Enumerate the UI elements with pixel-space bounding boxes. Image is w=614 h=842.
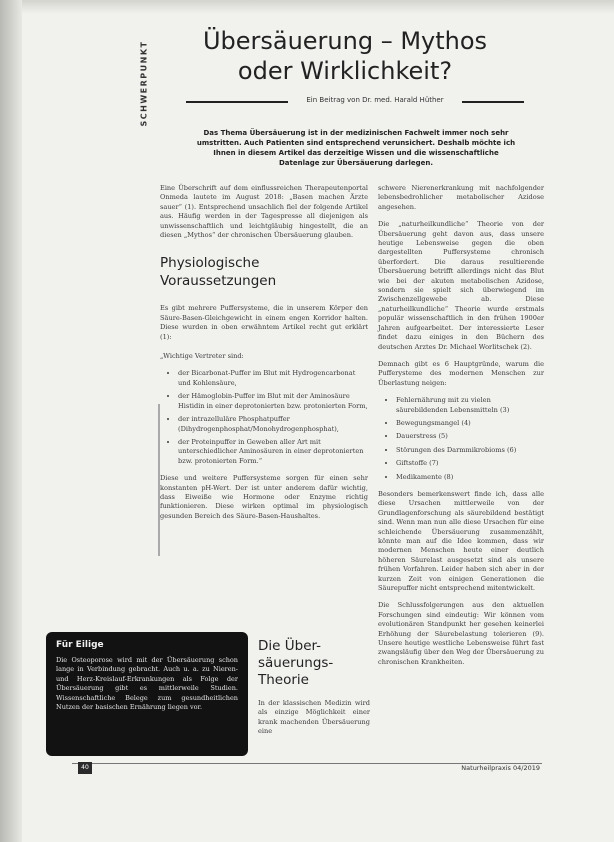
list-item: • Giftstoffe (7) <box>396 459 544 468</box>
page-number: 40 <box>78 762 92 774</box>
list-item: • Störungen des Darmmikrobioms (6) <box>396 446 544 455</box>
paragraph: Besonders bemerkenswert finde ich, dass alle diese Ursachen mittlerweile von der Grundlagenforschung als säurebildend bestätigt sind. Wenn man nun alle diese Ursachen für eine schleichende Übersäuerung zusammenzählt, könnte man auf die Idee kommen, dass wir modernen Menschen heute einer deutlich höheren Säurelast ausgesetzt sind als unsere frühen Vorfahren. Leider haben sich aber in der kurzen Zeit von einigen Generationen die Säurepuffer nicht entsprechend mitentwickelt. <box>378 489 544 593</box>
list-item: • der Proteinpuffer in Geweben aller Art mit unterschiedlicher Aminosäuren in einer deprotonierten bzw. protonierten Form.“ <box>178 438 368 466</box>
article-title <box>150 26 540 86</box>
theory-section <box>258 638 370 737</box>
journal-name: Naturheilpraxis 04/2019 <box>461 764 540 772</box>
heading-line: säuerungs- <box>258 655 334 671</box>
list-item: • der intrazelluläre Phosphatpuffer (Dihydrogenphosphat/Monohydrogenphosphat), <box>178 415 368 434</box>
list-item: • der Bicarbonat-Puffer im Blut mit Hydrogencarbonat und Kohlensäure, <box>178 369 368 388</box>
title-line-2: oder Wirklichkeit? <box>237 57 453 85</box>
list-item: • der Hämoglobin-Puffer im Blut mit der Aminosäure Histidin in einer deprotonierten bzw. protonierten Form, <box>178 392 368 411</box>
paragraph: Die Schlussfolgerungen aus den aktuellen Forschungen sind eindeutig: Wir können vom evolutionären Standpunkt her gesehen keinerlei Erhöhung der Säurebelastung tolerieren (9). Unsere heutige westliche Lebensweise führt fast zwangsläufig über den Weg der Übersäuerung zu chronischen Krankheiten. <box>378 601 544 666</box>
byline-rule-left <box>186 101 288 103</box>
paragraph: In der klassischen Medizin wird als einzige Möglichkeit einer krank machenden Übersäuerung eine <box>258 699 370 736</box>
scan-edge-top <box>0 0 614 14</box>
heading-line: Physiologische <box>160 255 260 272</box>
list-item: • Medikamente (8) <box>396 473 544 482</box>
section-heading-physiology <box>160 254 368 290</box>
scan-edge-left <box>0 0 22 842</box>
left-column <box>160 184 368 529</box>
buffer-list <box>160 369 368 466</box>
summary-box <box>46 632 248 756</box>
title-line-1: Übersäuerung – Mythos <box>202 27 488 55</box>
heading-line: Die Über- <box>258 638 322 654</box>
list-item: • Bewegungsmangel (4) <box>396 419 544 428</box>
quote-bar <box>158 404 160 556</box>
heading-line: Theorie <box>258 672 309 688</box>
paragraph: Demnach gibt es 6 Hauptgründe, warum die Pufferysteme des modernen Menschen zur Überlastung neigen: <box>378 359 544 387</box>
lead-paragraph: Das Thema Übersäuerung ist in der medizinischen Fachwelt immer noch sehr umstritten. Auch Patienten sind entsprechend verunsichert. Deshalb möchte ich Ihnen in diesem Artikel das derzeitige Wissen und die wissenschaftliche Datenlage zur Übersäuerung darlegen. <box>196 129 516 167</box>
summary-heading: Für Eilige <box>56 640 104 650</box>
list-item: • Fehlernährung mit zu vielen säurebildenden Lebensmitteln (3) <box>396 396 544 415</box>
paragraph: Diese und weitere Puffersysteme sorgen für einen sehr konstanten pH-Wert. Der ist unter anderem dafür wichtig, dass Eiweiße wie Hormone oder Enzyme richtig funktionieren. Diese wirken optimal im physiologisch gesunden Bereich des Säure-Basen-Haushaltes. <box>160 474 368 520</box>
section-heading-theory <box>258 638 370 689</box>
list-item: • Dauerstress (5) <box>396 432 544 441</box>
quote-intro: „Wichtige Vertreter sind: <box>160 352 244 361</box>
section-label: SCHWERPUNKT <box>139 40 149 127</box>
right-column <box>378 184 544 675</box>
byline-rule-right <box>462 101 524 103</box>
byline: Ein Beitrag von Dr. med. Harald Hüther <box>306 96 444 104</box>
intro-paragraph: Eine Überschrift auf dem einflussreichen Therapeutenportal Onmeda lautete im August 2018: „Basen machen Ärzte sauer“ (1). Entsprechend unsachlich fiel der folgende Artikel aus. Häufig werden in der Tagespresse all diejenigen als unwissenschaftlich und leichtgläubig hingestellt, die an diesen „Mythos“ der chronischen Übersäuerung glauben. <box>160 184 368 240</box>
summary-text: Die Osteoporose wird mit der Übersäuerung schon lange in Verbindung gebracht. Auch u. a. zu Nieren- und Herz-Kreislauf-Erkrankungen als Folge der Übersäuerung gibt es mittlerweile Studien. Wissenschaftliche Belege zum gesundheitlichen Nutzen der basischen Ernährung liegen vor. <box>56 656 238 712</box>
paragraph: Es gibt mehrere Puffersysteme, die in unserem Körper den Säure-Basen-Gleichgewicht in einem engen Korridor halten. Diese wurden in oben erwähntem Artikel recht gut erklärt (1): <box>160 304 368 341</box>
paragraph: Die „naturheilkundliche“ Theorie von der Übersäuerung geht davon aus, dass unsere heutige Lebensweise gegen die oben dargestellten Puffersysteme chronisch überfordert. Die daraus resultierende Übersäuerung betrifft allerdings nicht das Blut wie bei der akuten metabolischen Azidose, sondern sie spielt sich überwiegend im Zwischenzellgewebe ab. Diese „naturheilkundliche“ Theorie wurde erstmals populär wissenschaftlich in den frühen 1900er Jahren aufgearbeitet. Der interessierte Leser findet dazu einiges in den Büchern des deutschen Arztes Dr. Michael Worlitschek (2). <box>378 220 544 351</box>
heading-line: Voraussetzungen <box>160 273 277 290</box>
causes-list <box>378 396 544 482</box>
paragraph: schwere Nierenerkrankung mit nachfolgender lebensbedrohlicher metabolischer Azidose angesehen. <box>378 184 544 211</box>
